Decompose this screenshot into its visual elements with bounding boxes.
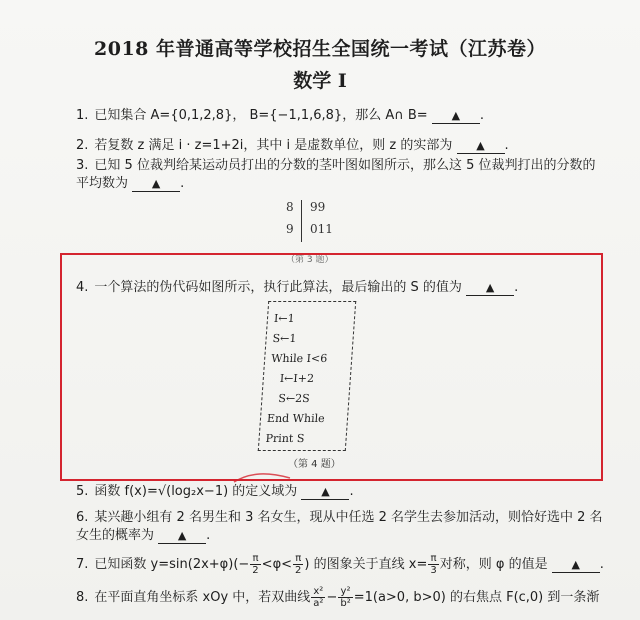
question-text: 已知 5 位裁判给某运动员打出的分数的茎叶图如图所示，那么这 5 位裁判打出的分数的 <box>94 158 596 173</box>
question-number: 6. <box>76 510 89 525</box>
stem-leaf-row <box>284 222 354 242</box>
question-number: 4. <box>76 280 89 295</box>
fraction: $\frac{\text{x²}}{\text{a²}}$ <box>313 586 324 609</box>
stem-leaf-plot <box>284 200 354 256</box>
answer-blank: ▲ <box>466 281 514 296</box>
answer-blank: ▲ <box>158 529 206 544</box>
question-number: 1. <box>76 108 89 123</box>
fraction: $\frac{\pi}{3}$ <box>430 553 437 576</box>
exam-title: 2018 年普通高等学校招生全国统一考试（江苏卷） <box>94 38 546 60</box>
code-line: End While <box>266 412 326 425</box>
question-1: 1. 已知集合 A={0,1,2,8}， B={−1,1,6,8}，那么 A∩ B= ▲ . <box>76 108 484 123</box>
answer-blank: ▲ <box>301 485 349 500</box>
question-text: 若复数 z 满足 i · z=1+2i，其中 i 是虚数单位，则 z 的实部为 <box>94 138 453 153</box>
question-7: 7. 已知函数 y=sin(2x+φ)(− $\frac{\pi}{2}$ <φ< $\frac{\pi}{2}$ ) 的图象关于直线 x= $\frac{\pi}{3}$ 对称，则 φ 的值是 ▲ . <box>76 553 604 576</box>
code-line: While I<6 <box>270 352 328 365</box>
answer-blank: ▲ <box>552 558 600 573</box>
question-3 <box>76 156 595 176</box>
code-line: I←I+2 <box>279 372 315 385</box>
fraction: $\frac{\text{y²}}{\text{b²}}$ <box>340 586 351 609</box>
question-number: 5. <box>76 484 89 499</box>
question-text: 平均数为 <box>76 176 129 191</box>
question-text: 一个算法的伪代码如图所示，执行此算法，最后输出的 S 的值为 <box>94 280 462 295</box>
figure-4-caption: （第 4 题） <box>288 459 341 470</box>
question-6 <box>76 508 603 528</box>
leaf-values: 99 <box>310 200 326 214</box>
pseudocode-box <box>258 301 356 451</box>
leaf-values: 011 <box>310 222 333 236</box>
question-number: 7. <box>76 557 89 572</box>
answer-blank: ▲ <box>457 139 505 154</box>
question-4: 4. 一个算法的伪代码如图所示，执行此算法，最后输出的 S 的值为 ▲ . <box>76 280 519 295</box>
question-3-line-2: 平均数为 ▲ . <box>76 176 185 191</box>
question-2: 2. 若复数 z 满足 i · z=1+2i，其中 i 是虚数单位，则 z 的实部为 ▲ . <box>76 138 509 153</box>
question-number: 3. <box>76 158 89 173</box>
stem-value: 9 <box>286 222 294 236</box>
question-text: 已知集合 A={0,1,2,8}， B={−1,1,6,8}，那么 A∩ B= <box>94 108 428 123</box>
code-line: Print S <box>265 432 305 445</box>
stem-value: 8 <box>286 200 294 214</box>
question-8: 8. 在平面直角坐标系 xOy 中，若双曲线 $\frac{\text{x²}}{\text{a²}}$ − $\frac{\text{y²}}{\text{b²}}$ =1(a>0, b>0) 的右焦点 F(c,0) 到一条渐 <box>76 586 600 609</box>
answer-blank: ▲ <box>132 177 180 192</box>
fraction: $\frac{\pi}{2}$ <box>252 553 259 576</box>
question-text: 女生的概率为 <box>76 528 155 543</box>
question-number: 8. <box>76 590 89 605</box>
question-number: 2. <box>76 138 89 153</box>
fraction: $\frac{\pi}{2}$ <box>295 553 302 576</box>
answer-blank: ▲ <box>432 109 480 124</box>
code-line: S←2S <box>277 392 311 405</box>
question-6-line-2: 女生的概率为 ▲ . <box>76 528 211 543</box>
exam-subtitle: 数学 Ⅰ <box>293 70 347 92</box>
question-text: 已知函数 y=sin(2x+φ)(− <box>94 557 250 572</box>
question-text: 某兴趣小组有 2 名男生和 3 名女生，现从中任选 2 名学生去参加活动，则恰好选中 2 名 <box>94 510 603 525</box>
question-text: 函数 f(x)=√(log₂x−1) 的定义域为 <box>94 484 298 499</box>
figure-3-caption: （第 3 题） <box>286 255 334 265</box>
stem-leaf-row <box>284 200 354 220</box>
code-line: I←1 <box>273 312 296 325</box>
code-line: S←1 <box>272 332 297 345</box>
question-text: 在平面直角坐标系 xOy 中，若双曲线 <box>94 590 311 605</box>
question-5: 5. 函数 f(x)=√(log₂x−1) 的定义域为 ▲ . <box>76 484 354 499</box>
